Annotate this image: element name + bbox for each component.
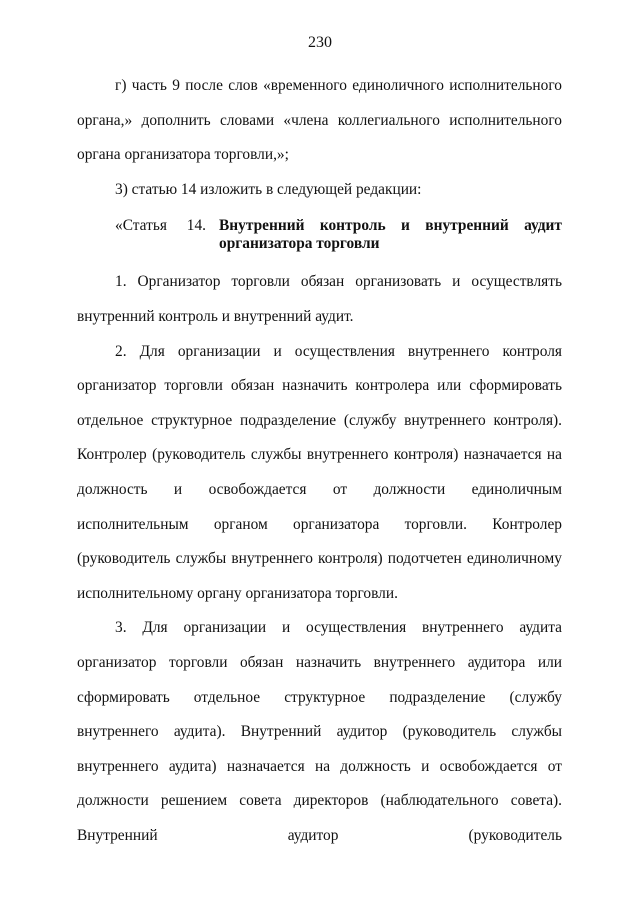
- paragraph-article-14-intro: 3) статью 14 изложить в следующей редакции:: [115, 180, 422, 198]
- article-title: Внутренний контроль и внутренний аудит организатора торговли: [219, 217, 562, 253]
- article-label: «Статья 14.: [115, 217, 207, 235]
- paragraph-clause-2: 2. Для организации и осуществления внутреннего контроля организатор торговли обязан назначить контролера или сформировать отдельное структурное подразделение (службу внутреннего контроля). Контролер (руководитель службы внутреннего контроля) назначается на должность и освобождается от должности единоличным исполнительным органом организатора торговли. Контролер (руководитель службы внутреннего контроля) подотчетен единоличному исполнительному органу организатора торговли.: [77, 342, 562, 602]
- paragraph-clause-3: 3. Для организации и осуществления внутреннего аудита организатор торговли обязан назначить внутреннего аудитора или сформировать отдельное структурное подразделение (службу внутреннего аудита). Внутренний аудитор (руководитель службы внутреннего аудита) назначается на должность и освобождается от должности решением совета директоров (наблюдательного совета). Внутренний аудитор (руководитель: [77, 619, 562, 844]
- document-body: [77, 69, 562, 853]
- article-heading: [77, 217, 562, 253]
- paragraph-amendment-g: г) часть 9 после слов «временного единоличного исполнительного органа,» дополнить словами «члена коллегиального исполнительного органа организатора торговли,»;: [77, 77, 562, 164]
- page-number: 230: [308, 34, 332, 51]
- paragraph-clause-1: 1. Организатор торговли обязан организовать и осуществлять внутренний контроль и внутренний аудит.: [77, 273, 562, 325]
